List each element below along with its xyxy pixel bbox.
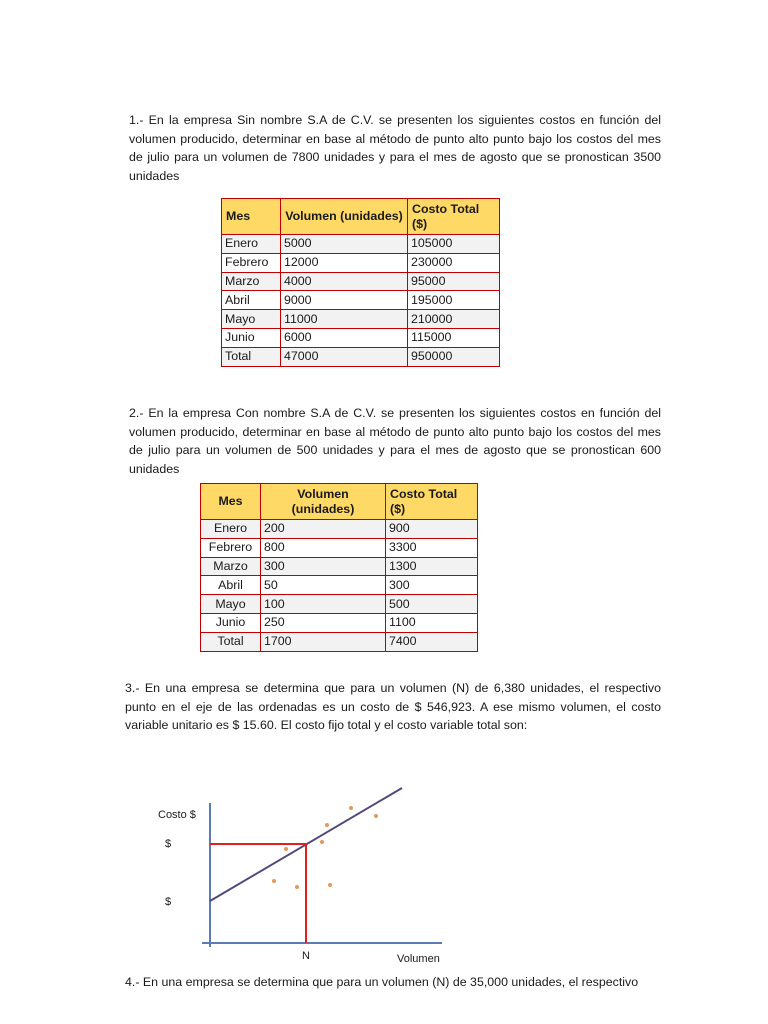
header-mes: Mes	[222, 199, 281, 235]
cell-costo: 1100	[386, 613, 478, 632]
cell-volumen: 12000	[281, 253, 408, 272]
cell-mes: Febrero	[222, 253, 281, 272]
cell-costo: 7400	[386, 632, 478, 651]
table-row	[201, 613, 478, 632]
cell-costo: 195000	[408, 291, 500, 310]
cell-volumen: 50	[261, 576, 386, 595]
exercise-2-text: 2.- En la empresa Con nombre S.A de C.V. se presenten los siguientes costos en función del volumen producido, determinar en base al método de punto alto punto bajo los costos del mes de julio para un volumen de 500 unidades y para el mes de agosto que se pronostican 600 unidades	[129, 406, 661, 477]
cell-mes: Febrero	[201, 538, 261, 557]
header-volumen: Volumen (unidades)	[281, 199, 408, 235]
table-row	[201, 576, 478, 595]
exercise-1-cost-table	[221, 198, 500, 367]
cell-mes: Abril	[201, 576, 261, 595]
table-row	[201, 538, 478, 557]
cell-volumen: 47000	[281, 347, 408, 366]
y-tick-lower: $	[165, 896, 172, 908]
cell-costo: 950000	[408, 347, 500, 366]
cell-volumen: 11000	[281, 310, 408, 329]
exercise-4-text: 4.- En una empresa se determina que para un volumen (N) de 35,000 unidades, el respectivo	[125, 975, 639, 989]
cell-volumen: 300	[261, 557, 386, 576]
table-row	[222, 291, 500, 310]
cell-mes: Enero	[222, 235, 281, 254]
cell-costo: 210000	[408, 310, 500, 329]
table-row	[222, 328, 500, 347]
data-point	[272, 879, 276, 883]
cell-mes: Enero	[201, 520, 261, 539]
table-total-row	[201, 632, 478, 651]
cell-volumen: 6000	[281, 328, 408, 347]
data-point	[295, 885, 299, 889]
cell-costo: 230000	[408, 253, 500, 272]
cell-volumen: 200	[261, 520, 386, 539]
cell-mes: Junio	[222, 328, 281, 347]
cell-mes: Mayo	[201, 595, 261, 614]
table-header-row	[201, 484, 478, 520]
cost-volume-diagram	[150, 775, 450, 970]
data-point	[284, 847, 288, 851]
exercise-2-cost-table	[200, 483, 478, 652]
table-header-row	[222, 199, 500, 235]
cell-volumen: 1700	[261, 632, 386, 651]
cell-volumen: 100	[261, 595, 386, 614]
table-row	[201, 557, 478, 576]
cell-costo: 1300	[386, 557, 478, 576]
cell-mes: Total	[222, 347, 281, 366]
data-point	[328, 883, 332, 887]
cell-mes: Total	[201, 632, 261, 651]
cell-costo: 500	[386, 595, 478, 614]
y-tick-upper: $	[165, 838, 172, 850]
cell-costo: 300	[386, 576, 478, 595]
cell-mes: Junio	[201, 613, 261, 632]
header-mes: Mes	[201, 484, 261, 520]
data-point	[325, 823, 329, 827]
cell-mes: Abril	[222, 291, 281, 310]
cell-costo: 900	[386, 520, 478, 539]
exercise-3-text: 3.- En una empresa se determina que para un volumen (N) de 6,380 unidades, el respectivo punto en el eje de las ordenadas es un costo de $ 546,923. A ese mismo volumen, el costo variable unitario es $ 15.60. El costo fijo total y el costo variable total son:	[125, 681, 661, 733]
cell-costo: 115000	[408, 328, 500, 347]
header-costo-total: Costo Total ($)	[408, 199, 500, 235]
data-point	[374, 814, 378, 818]
y-axis-label: Costo $	[158, 809, 196, 821]
cell-costo: 105000	[408, 235, 500, 254]
table-row	[222, 310, 500, 329]
table-total-row	[222, 347, 500, 366]
cell-costo: 3300	[386, 538, 478, 557]
table-row	[222, 253, 500, 272]
data-point	[320, 840, 324, 844]
data-point	[349, 806, 353, 810]
x-marker-n: N	[302, 950, 310, 962]
cell-mes: Marzo	[201, 557, 261, 576]
table-row	[222, 235, 500, 254]
cell-costo: 95000	[408, 272, 500, 291]
cell-volumen: 800	[261, 538, 386, 557]
cell-volumen: 9000	[281, 291, 408, 310]
cell-volumen: 5000	[281, 235, 408, 254]
x-axis-label: Volumen	[397, 953, 440, 965]
table-row	[222, 272, 500, 291]
table-row	[201, 595, 478, 614]
cell-mes: Mayo	[222, 310, 281, 329]
exercise-1-text: 1.- En la empresa Sin nombre S.A de C.V. se presenten los siguientes costos en función del volumen producido, determinar en base al método de punto alto punto bajo los costos del mes de julio para un volumen de 7800 unidades y para el mes de agosto que se pronostican 3500 unidades	[129, 113, 661, 184]
header-costo-total: Costo Total ($)	[386, 484, 478, 520]
cell-volumen: 250	[261, 613, 386, 632]
header-volumen: Volumen (unidades)	[261, 484, 386, 520]
cell-volumen: 4000	[281, 272, 408, 291]
cell-mes: Marzo	[222, 272, 281, 291]
table-row	[201, 520, 478, 539]
